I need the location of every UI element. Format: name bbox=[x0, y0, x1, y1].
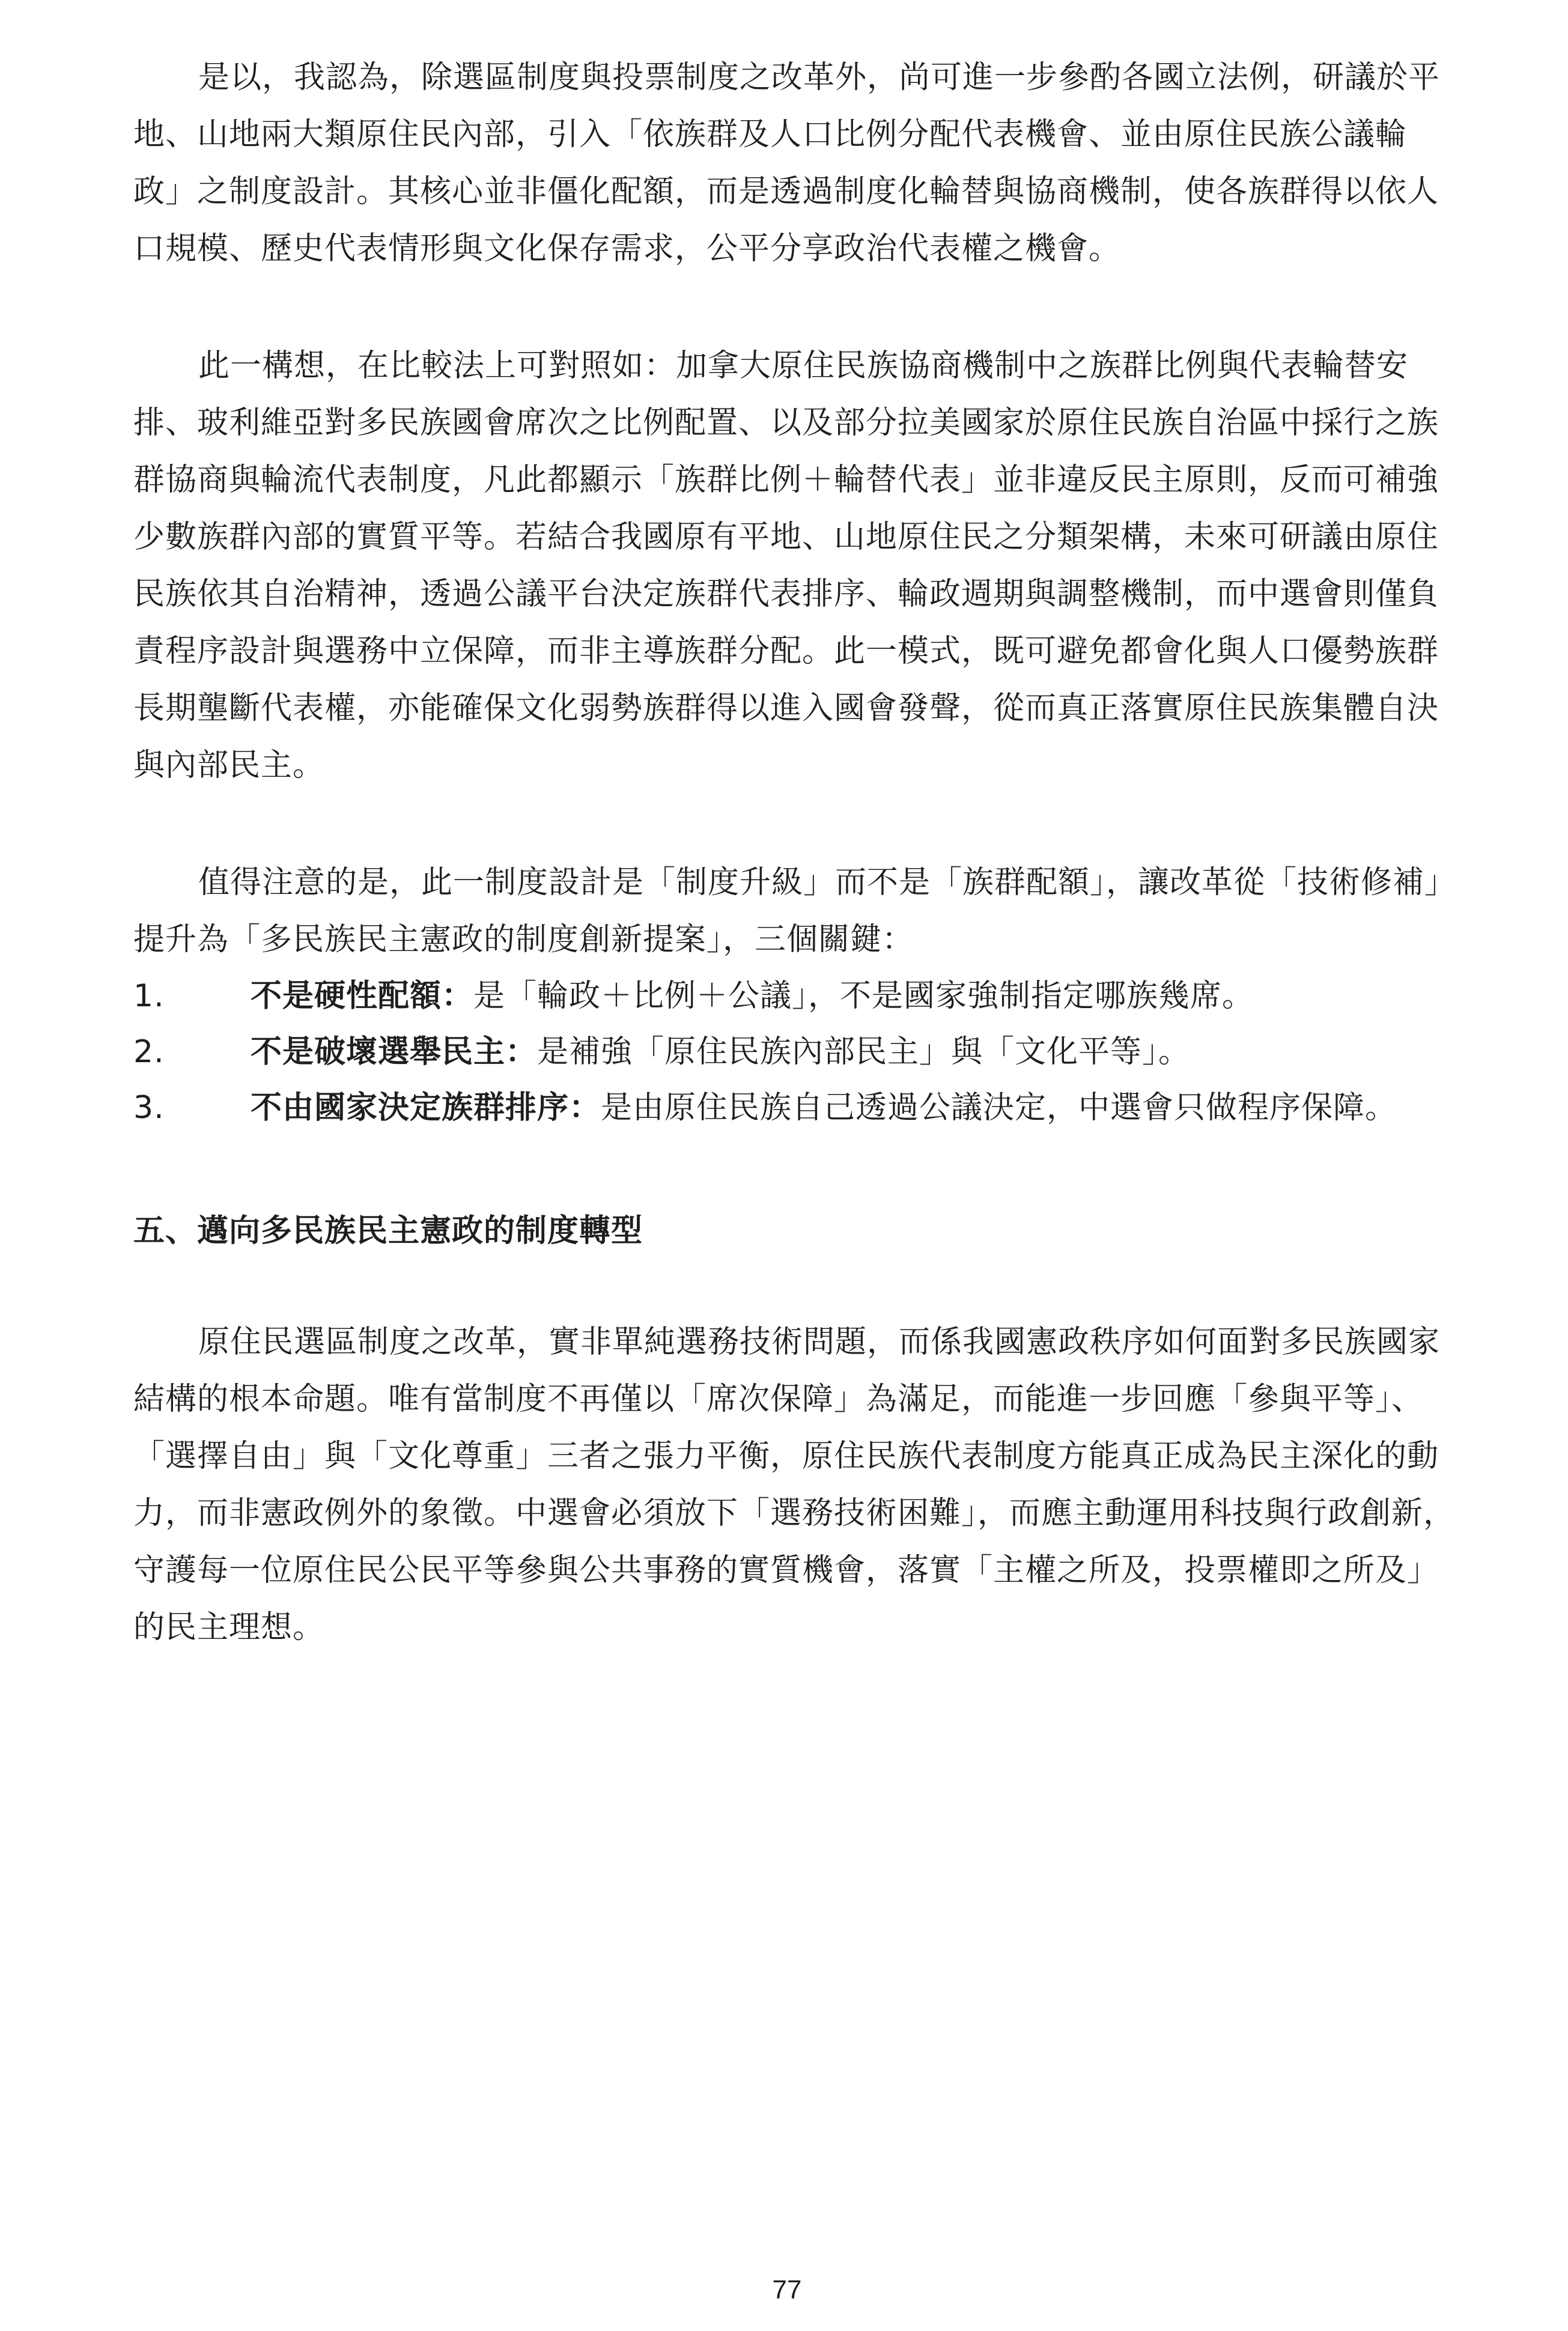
paragraph-line: 提升為「多民族民主憲政的制度創新提案」，三個關鍵： bbox=[133, 922, 914, 958]
list-item-text: 是「輪政＋比例＋公議」，不是國家強制指定哪族幾席。 bbox=[473, 978, 1254, 1014]
paragraph-line: 口規模、歷史代表情形與文化保存需求，公平分享政治代表權之機會。 bbox=[133, 231, 1121, 267]
list-item bbox=[133, 1080, 1455, 1136]
list-item bbox=[133, 968, 1455, 1024]
list-item bbox=[133, 1024, 1455, 1080]
paragraph-line: 群協商與輪流代表制度，凡此都顯示「族群比例＋輪替代表」並非違反民主原則，反而可補強 bbox=[133, 462, 1439, 498]
paragraph-4 bbox=[133, 1314, 1455, 1656]
paragraph-line: 長期壟斷代表權，亦能確保文化弱勢族群得以進入國會發聲，從而真正落實原住民族集體自決 bbox=[133, 690, 1439, 726]
paragraph-line: 排、玻利維亞對多民族國會席次之比例配置、以及部分拉美國家於原住民族自治區中採行之族 bbox=[133, 405, 1439, 441]
list-item-text: 是由原住民族自己透過公議決定，中選會只做程序保障。 bbox=[601, 1090, 1397, 1126]
paragraph-line: 責程序設計與選務中立保障，而非主導族群分配。此一模式，既可避免都會化與人口優勢族群 bbox=[133, 633, 1439, 669]
section-heading: 五、邁向多民族民主憲政的制度轉型 bbox=[133, 1213, 643, 1249]
paragraph-line: 與內部民主。 bbox=[133, 747, 325, 783]
paragraph-3 bbox=[133, 854, 1455, 968]
list-item-text: 是補強「原住民族內部民主」與「文化平等」。 bbox=[537, 1034, 1191, 1070]
paragraph-line: 原住民選區制度之改革，實非單純選務技術問題，而係我國憲政秩序如何面對多民族國家 bbox=[198, 1324, 1441, 1360]
paragraph-line: 是以，我認為，除選區制度與投票制度之改革外，尚可進一步參酌各國立法例，研議於平 bbox=[198, 59, 1441, 96]
paragraph-line: 的民主理想。 bbox=[133, 1609, 325, 1646]
paragraph-line: 結構的根本命題。唯有當制度不再僅以「席次保障」為滿足，而能進一步回應「參與平等」、 bbox=[133, 1381, 1424, 1417]
paragraph-line: 民族依其自治精神，透過公議平台決定族群代表排序、輪政週期與調整機制，而中選會則僅負 bbox=[133, 576, 1439, 612]
list-item-number: 2. bbox=[133, 1034, 165, 1070]
paragraph-line: 政」之制度設計。其核心並非僵化配額，而是透過制度化輪替與協商機制，使各族群得以依人 bbox=[133, 174, 1439, 210]
page-number: 77 bbox=[772, 2275, 802, 2305]
paragraph-line: 力，而非憲政例外的象徵。中選會必須放下「選務技術困難」，而應主動運用科技與行政創新， bbox=[133, 1495, 1456, 1531]
key-points-list bbox=[133, 968, 1455, 1136]
paragraph-line: 「選擇自由」與「文化尊重」三者之張力平衡，原住民族代表制度方能真正成為民主深化的動 bbox=[133, 1438, 1439, 1474]
list-item-bold-label: 不由國家決定族群排序： bbox=[251, 1090, 601, 1126]
paragraph-1 bbox=[133, 49, 1455, 278]
list-item-number: 3. bbox=[133, 1090, 165, 1126]
paragraph-line: 少數族群內部的實質平等。若結合我國原有平地、山地原住民之分類架構，未來可研議由原住 bbox=[133, 519, 1439, 555]
paragraph-line: 此一構想，在比較法上可對照如：加拿大原住民族協商機制中之族群比例與代表輪替安 bbox=[198, 348, 1409, 384]
list-item-bold-label: 不是破壞選舉民主： bbox=[251, 1034, 538, 1070]
paragraph-line: 值得注意的是，此一制度設計是「制度升級」而不是「族群配額」，讓改革從「技術修補」 bbox=[198, 865, 1457, 901]
paragraph-line: 守護每一位原住民公民平等參與公共事務的實質機會，落實「主權之所及，投票權即之所及」 bbox=[133, 1552, 1439, 1588]
paragraph-line: 地、山地兩大類原住民內部，引入「依族群及人口比例分配代表機會、並由原住民族公議輪 bbox=[133, 117, 1408, 153]
paragraph-2 bbox=[133, 338, 1455, 794]
list-item-number: 1. bbox=[133, 978, 165, 1014]
list-item-bold-label: 不是硬性配額： bbox=[251, 978, 474, 1014]
